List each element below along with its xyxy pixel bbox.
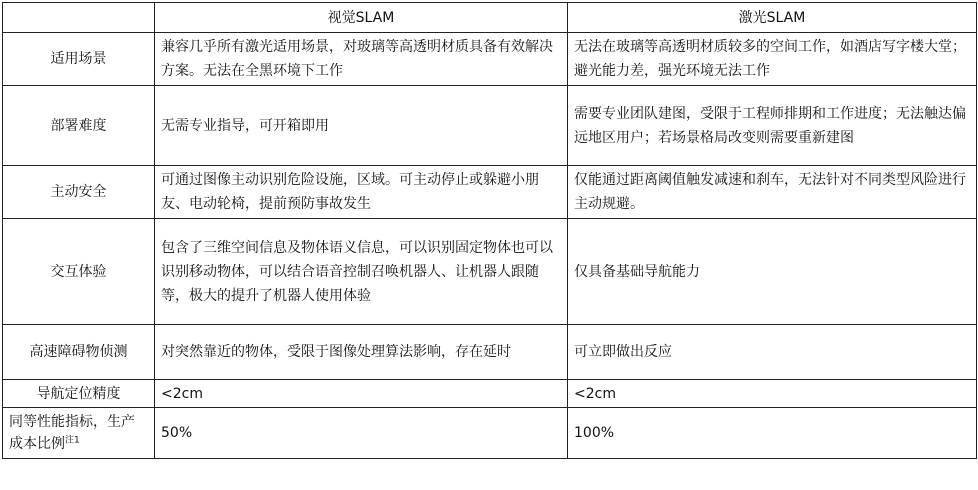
laser-cell: 100% — [568, 408, 977, 459]
visual-cell: 无需专业指导，可开箱即用 — [155, 86, 568, 166]
laser-cell: 需要专业团队建图，受限于工程师排期和工作进度；无法触达偏远地区用户；若场景格局改变则需要重新建图 — [568, 86, 977, 166]
row-label: 主动安全 — [3, 166, 155, 219]
row-label: 部署难度 — [3, 86, 155, 166]
row-label: 交互体验 — [3, 219, 155, 325]
table-row — [3, 325, 977, 380]
footnote-marker: 注1 — [65, 435, 80, 446]
row-label: 导航定位精度 — [3, 380, 155, 408]
header-laser-slam: 激光SLAM — [568, 3, 977, 33]
visual-cell: <2cm — [155, 380, 568, 408]
row-label: 高速障碍物侦测 — [3, 325, 155, 380]
laser-cell: <2cm — [568, 380, 977, 408]
laser-cell: 无法在玻璃等高透明材质较多的空间工作，如酒店写字楼大堂；避光能力差，强光环境无法工作 — [568, 33, 977, 86]
comparison-table — [2, 2, 977, 459]
header-corner-cell — [3, 3, 155, 33]
row-label-text: 同等性能指标，生产成本比例 — [9, 414, 135, 452]
table-row — [3, 33, 977, 86]
laser-cell: 可立即做出反应 — [568, 325, 977, 380]
table-row — [3, 408, 977, 459]
row-label: 适用场景 — [3, 33, 155, 86]
table-row — [3, 166, 977, 219]
visual-cell: 可通过图像主动识别危险设施，区域。可主动停止或躲避小朋友、电动轮椅，提前预防事故发生 — [155, 166, 568, 219]
visual-cell: 50% — [155, 408, 568, 459]
table-row — [3, 219, 977, 325]
header-row — [3, 3, 977, 33]
header-visual-slam: 视觉SLAM — [155, 3, 568, 33]
table-row — [3, 380, 977, 408]
visual-cell: 兼容几乎所有激光适用场景，对玻璃等高透明材质具备有效解决方案。无法在全黑环境下工作 — [155, 33, 568, 86]
table-row — [3, 86, 977, 166]
visual-cell: 对突然靠近的物体，受限于图像处理算法影响，存在延时 — [155, 325, 568, 380]
laser-cell: 仅能通过距离阈值触发减速和刹车，无法针对不同类型风险进行主动规避。 — [568, 166, 977, 219]
laser-cell: 仅具备基础导航能力 — [568, 219, 977, 325]
row-label — [3, 408, 155, 459]
visual-cell: 包含了三维空间信息及物体语义信息，可以识别固定物体也可以识别移动物体，可以结合语音控制召唤机器人、让机器人跟随等，极大的提升了机器人使用体验 — [155, 219, 568, 325]
